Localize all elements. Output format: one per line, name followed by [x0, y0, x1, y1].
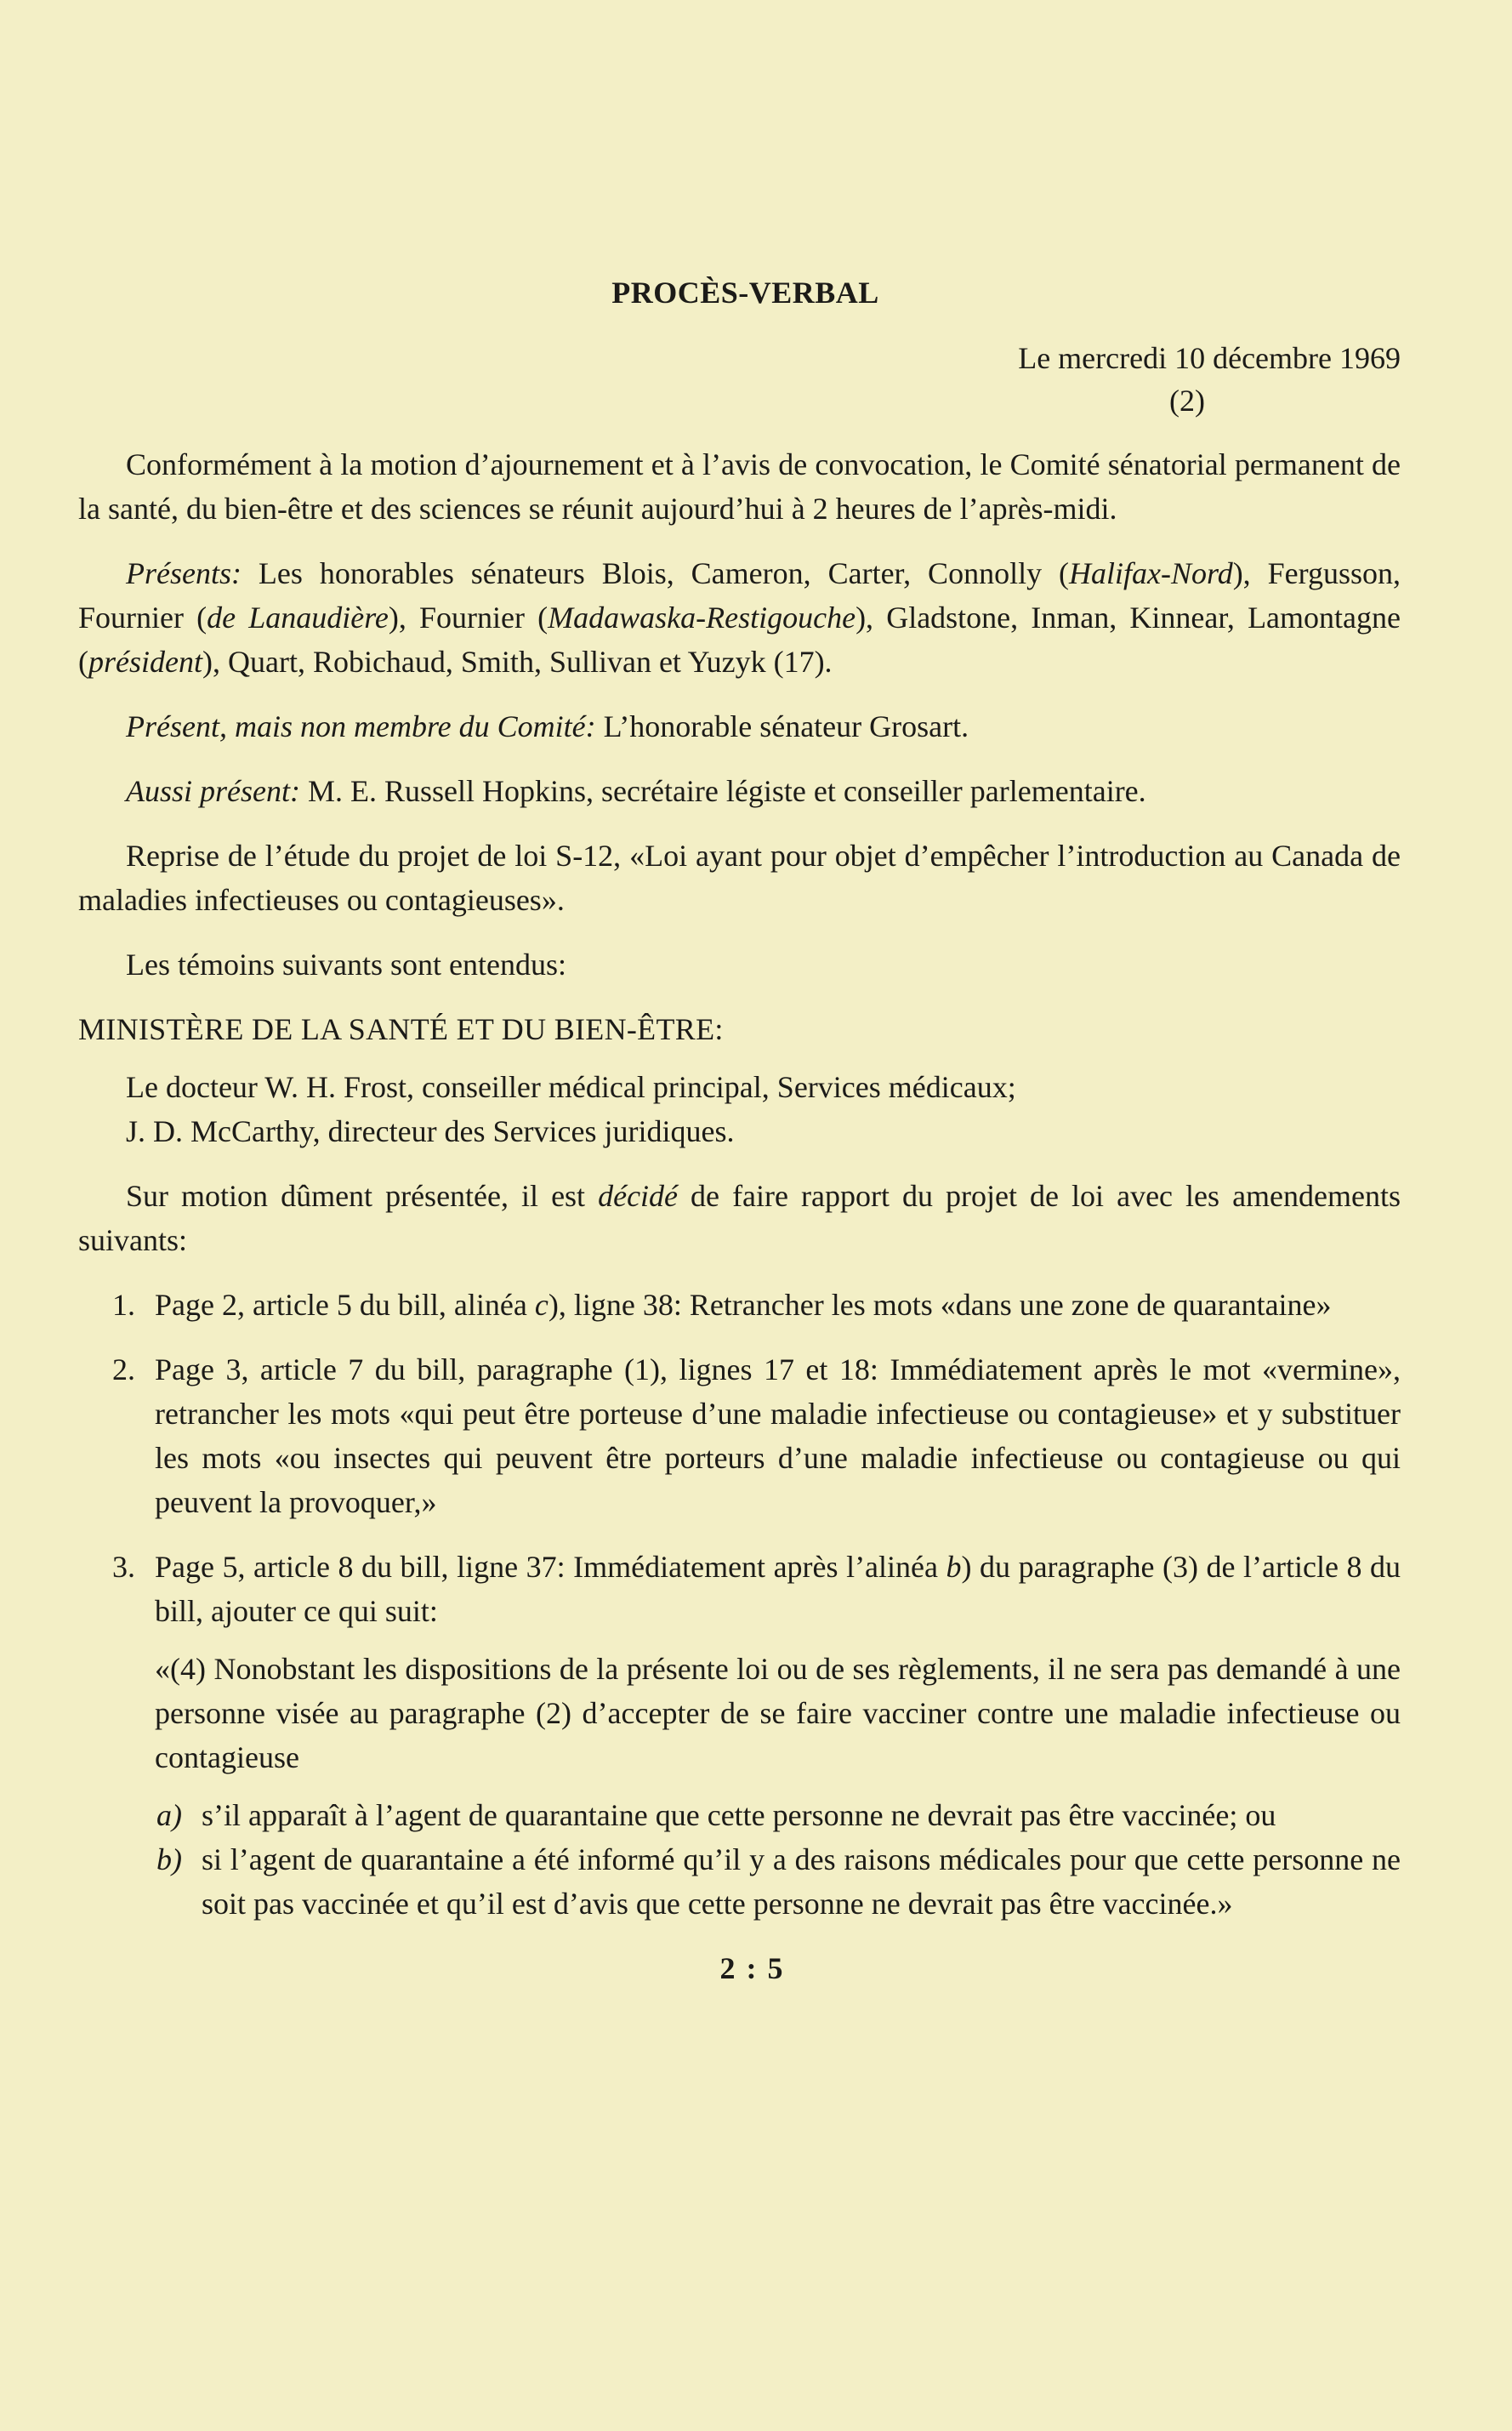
sub-item	[78, 1837, 1401, 1926]
amendment-item	[78, 1283, 1401, 1327]
amendment-italic: b	[946, 1550, 962, 1584]
also-present-paragraph	[78, 769, 1401, 813]
quoted-subsection: «(4) Nonobstant les dispositions de la présente loi ou de ses règlements, il ne sera pas demandé à une personne visée au paragraphe (2) d’accepter de se faire vacciner contre une maladie infectieuse ou contagieuse	[155, 1652, 1401, 1774]
amendment-text-2: ) du paragraphe (3) de l’article 8 du bill, ajouter ce qui suit:	[155, 1550, 1401, 1628]
present-non-member-paragraph	[78, 704, 1401, 749]
amendment-number: 1.	[112, 1288, 135, 1322]
sitting-number: (2)	[1169, 384, 1205, 418]
amendment-italic: c	[534, 1288, 549, 1322]
amendment-number: 3.	[112, 1550, 135, 1584]
present-non-member-label: Présent, mais non membre du Comité:	[126, 709, 596, 743]
sub-item-letter: a)	[156, 1798, 182, 1832]
witnesses-intro: Les témoins suivants sont entendus:	[126, 948, 566, 982]
motion-paragraph	[78, 1174, 1401, 1262]
presents-text-4: ), Gladstone, Inman, Kinnear, Lamontagne (	[78, 601, 1401, 679]
amendment-text-1: Page 2, article 5 du bill, alinéa	[155, 1288, 535, 1322]
page-number: 2 : 5	[719, 1951, 785, 1985]
amendment-item	[78, 1545, 1401, 1633]
sub-item-letter: b)	[156, 1842, 182, 1876]
page-title: PROCÈS-VERBAL	[611, 276, 879, 310]
motion-text-1: Sur motion dûment présentée, il est	[126, 1179, 599, 1213]
motion-italic: décidé	[598, 1179, 679, 1213]
amendment-number: 2.	[112, 1352, 135, 1386]
presents-italic-2: de Lanaudière	[207, 601, 389, 635]
amendment-item	[78, 1347, 1401, 1524]
witness-item: Le docteur W. H. Frost, conseiller médical principal, Services médicaux;	[126, 1070, 1016, 1104]
also-present-label: Aussi présent:	[126, 774, 300, 808]
meeting-date: Le mercredi 10 décembre 1969	[1018, 341, 1401, 375]
resumption-paragraph: Reprise de l’étude du projet de loi S-12, «Loi ayant pour objet d’empêcher l’introduction au Canada de maladies infectieuses ou contagieuses».	[78, 839, 1401, 917]
present-non-member-text: L’honorable sénateur Grosart.	[595, 709, 969, 743]
presents-italic-4: président	[88, 645, 202, 679]
presents-text-3: ), Fournier (	[388, 601, 549, 635]
opening-paragraph: Conformément à la motion d’ajournement et à l’avis de convocation, le Comité sénatorial permanent de la santé, du bien-être et des sciences se réunit aujourd’hui à 2 heures de l’après-midi.	[78, 447, 1401, 526]
amendment-text-1: Page 5, article 8 du bill, ligne 37: Immédiatement après l’alinéa	[155, 1550, 946, 1584]
sub-item	[78, 1793, 1401, 1837]
quoted-sub-items	[78, 1793, 1401, 1926]
witness-list	[78, 1065, 1401, 1153]
sub-item-text: si l’agent de quarantaine a été informé qu’il y a des raisons médicales pour que cette personne ne soit pas vaccinée et qu’il est d’avis que cette personne ne devrait pas être vaccinée.»	[202, 1842, 1401, 1921]
presents-italic-1: Halifax-Nord	[1069, 556, 1233, 590]
amendment-list	[78, 1283, 1401, 1633]
motion-text-2: de faire rapport du projet de loi avec les amendements suivants:	[78, 1179, 1401, 1257]
sub-item-text: s’il apparaît à l’agent de quarantaine que cette personne ne devrait pas être vaccinée; ou	[202, 1798, 1276, 1832]
presents-text-5: ), Quart, Robichaud, Smith, Sullivan et Yuzyk (17).	[202, 645, 833, 679]
witness-item: J. D. McCarthy, directeur des Services juridiques.	[126, 1114, 735, 1148]
amendment-text-2: ), ligne 38: Retrancher les mots «dans une zone de quarantaine»	[548, 1288, 1332, 1322]
presents-text-1: Les honorables sénateurs Blois, Cameron, Carter, Connolly (	[241, 556, 1070, 590]
presents-paragraph	[78, 551, 1401, 684]
department-heading: MINISTÈRE DE LA SANTÉ ET DU BIEN-ÊTRE:	[78, 1012, 724, 1046]
presents-italic-3: Madawaska-Restigouche	[548, 601, 856, 635]
presents-text-2: ), Fergusson, Fournier (	[78, 556, 1401, 635]
amendment-text-1: Page 3, article 7 du bill, paragraphe (1), lignes 17 et 18: Immédiatement après le mot «vermine», retrancher les mots «qui peut être porteuse d’une maladie infectieuse ou contagieuse» et y substituer les mots «ou insectes qui peuvent être porteurs d’une maladie infectieuse ou contagieuse ou qui peuvent la provoquer,»	[155, 1352, 1401, 1519]
also-present-text: M. E. Russell Hopkins, secrétaire légiste et conseiller parlementaire.	[299, 774, 1146, 808]
document-page	[78, 270, 1401, 1990]
presents-label: Présents:	[126, 556, 242, 590]
